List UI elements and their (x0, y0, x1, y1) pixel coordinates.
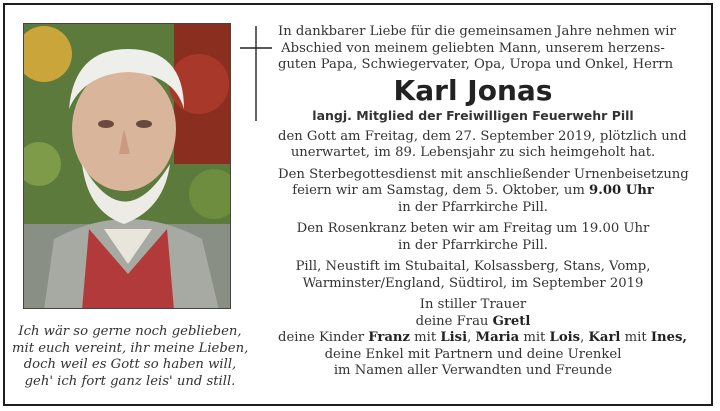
cross-icon (240, 26, 272, 121)
poem-line: geh' ich fort ganz leis' und still. (24, 373, 236, 389)
service-line: feiern wir am Samstag, dem 5. Oktober, um 9.00 Uhr (292, 183, 654, 198)
mourning-children: deine Kinder Franz mit Lisi, Maria mit Lois, Karl mit Ines, (278, 330, 687, 345)
poem-line: doch weil es Gott so haben will, (23, 357, 237, 372)
death-notice-line: den Gott am Freitag, dem 27. September 2019, plötzlich und (278, 128, 687, 144)
service-line: in der Pfarrkirche Pill. (398, 199, 548, 215)
poem-line: Ich wär so gerne noch geblieben, (18, 324, 242, 339)
mourning-relatives: im Namen aller Verwandten und Freunde (333, 363, 613, 378)
intro-line: guten Papa, Schwiegervater, Opa, Uropa und Onkel, Herrn (278, 57, 674, 72)
mourning-grandchildren: deine Enkel mit Partnern und deine Urenkel (324, 346, 622, 362)
rosary-line: Den Rosenkranz beten wir am Freitag um 19.00 Uhr (296, 221, 650, 236)
mourning-intro: In stiller Trauer (419, 297, 527, 312)
place-date-line: Pill, Neustift im Stubaital, Kolsassberg, Stans, Vomp, (295, 259, 651, 274)
rosary-line: in der Pfarrkirche Pill. (398, 237, 548, 253)
poem-line: mit euch vereint, ihr meine Lieben, (12, 340, 249, 356)
mourning-wife: deine Frau Gretl (415, 313, 531, 329)
service-time: 9.00 Uhr (589, 183, 654, 198)
deceased-subtitle: langj. Mitglied der Freiwilligen Feuerwehr Pill (312, 107, 634, 123)
poem (12, 324, 248, 390)
deceased-name: Karl Jonas (393, 73, 553, 107)
intro-line: Abschied von meinem geliebten Mann, unserem herzens- (281, 40, 665, 56)
portrait-photo (23, 23, 231, 309)
notice-text (278, 24, 689, 380)
service-line: Den Sterbegottesdienst mit anschließender Urnenbeisetzung (278, 166, 689, 182)
death-notice-line: unerwartet, im 89. Lebensjahr zu sich heimgeholt hat. (290, 145, 656, 160)
place-date-line: Warminster/England, Südtirol, im September 2019 (302, 275, 644, 291)
intro-line: In dankbarer Liebe für die gemeinsamen Jahre nehmen wir (278, 24, 676, 39)
